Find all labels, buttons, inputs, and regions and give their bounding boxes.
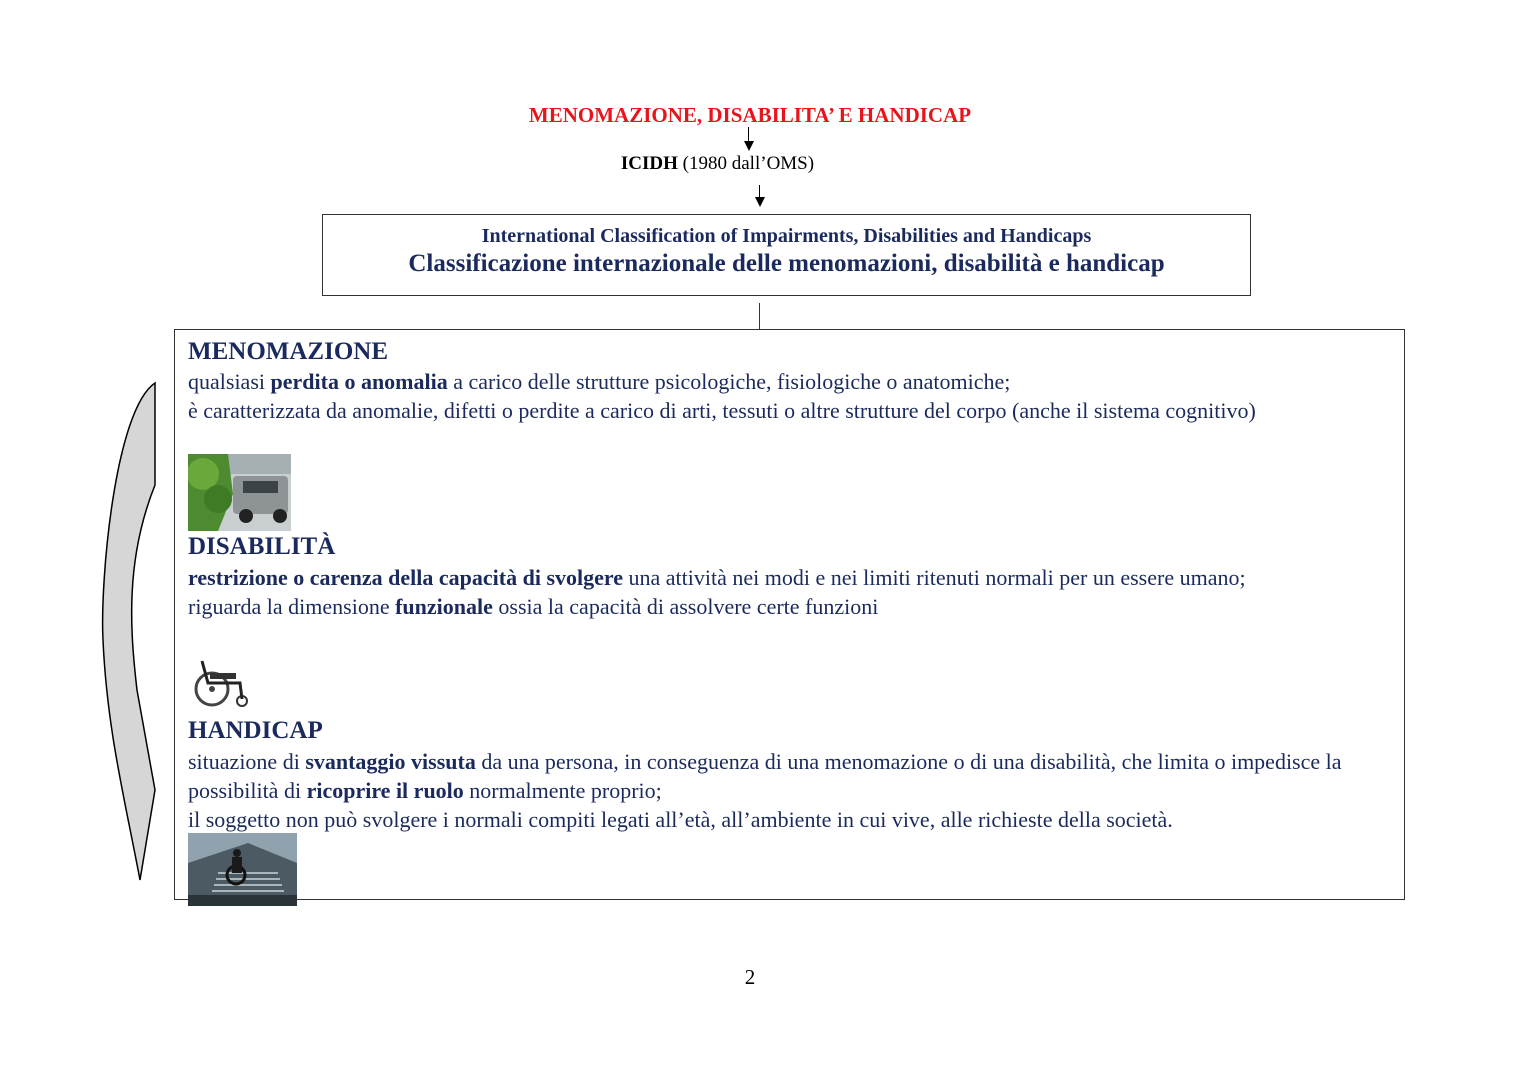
handicap-definition (188, 747, 1393, 834)
down-arrow-head-icon (755, 197, 765, 207)
menomazione-definition (188, 367, 1393, 425)
car-accident-photo (188, 454, 291, 531)
handicap-keyword: svantaggio vissuta (305, 749, 476, 774)
handicap-text: da una persona, in conseguenza di una menomazione o di una disabilità, che limita o impedisce la possibilità di (188, 749, 1342, 803)
handicap-text: normalmente proprio; (463, 778, 662, 803)
wheelchair-stairs-photo (188, 833, 297, 906)
curved-arrow-icon (95, 380, 165, 890)
classification-box (322, 214, 1251, 296)
menomazione-text: a carico delle strutture psicologiche, fisiologiche o anatomiche; (447, 369, 1011, 394)
connector-line (759, 303, 760, 330)
page-number: 2 (744, 965, 756, 989)
disabilita-keyword: funzionale (395, 594, 493, 619)
page-title: MENOMAZIONE, DISABILITA’ E HANDICAP (528, 103, 972, 127)
down-arrow-head-icon (744, 141, 754, 151)
wheelchair-photo (190, 655, 258, 710)
handicap-title: HANDICAP (188, 717, 323, 744)
disabilita-text: una attività nei modi e nei limiti ritenuti normali per un essere umano; (623, 565, 1246, 590)
menomazione-text: qualsiasi (188, 369, 271, 394)
disabilita-text: riguarda la dimensione (188, 594, 396, 619)
classification-italian: Classificazione internazionale delle menomazioni, disabilità e handicap (408, 250, 1165, 277)
icidh-note: (1980 dall’OMS) (682, 153, 815, 174)
menomazione-title: MENOMAZIONE (188, 338, 388, 365)
menomazione-text-2: è caratterizzata da anomalie, difetti o perdite a carico di arti, tessuti o altre strutture del corpo (anche il sistema cognitivo) (188, 398, 1256, 423)
icidh-label: ICIDH (620, 153, 678, 174)
icidh-line (0, 153, 1435, 175)
disabilita-keyword: restrizione o carenza della capacità di svolgere (188, 565, 624, 590)
classification-english: International Classification of Impairments, Disabilities and Handicaps (481, 225, 1092, 247)
down-arrow-line (748, 127, 749, 141)
down-arrow-line (759, 185, 760, 197)
disabilita-text: ossia la capacità di assolvere certe funzioni (492, 594, 879, 619)
handicap-keyword: ricoprire il ruolo (306, 778, 464, 803)
disabilita-definition (188, 563, 1393, 621)
menomazione-keyword: perdita o anomalia (270, 369, 448, 394)
disabilita-title: DISABILITÀ (188, 533, 336, 560)
handicap-text-2: il soggetto non può svolgere i normali compiti legati all’età, all’ambiente in cui vive, alle richieste della società. (188, 807, 1173, 832)
handicap-text: situazione di (188, 749, 306, 774)
